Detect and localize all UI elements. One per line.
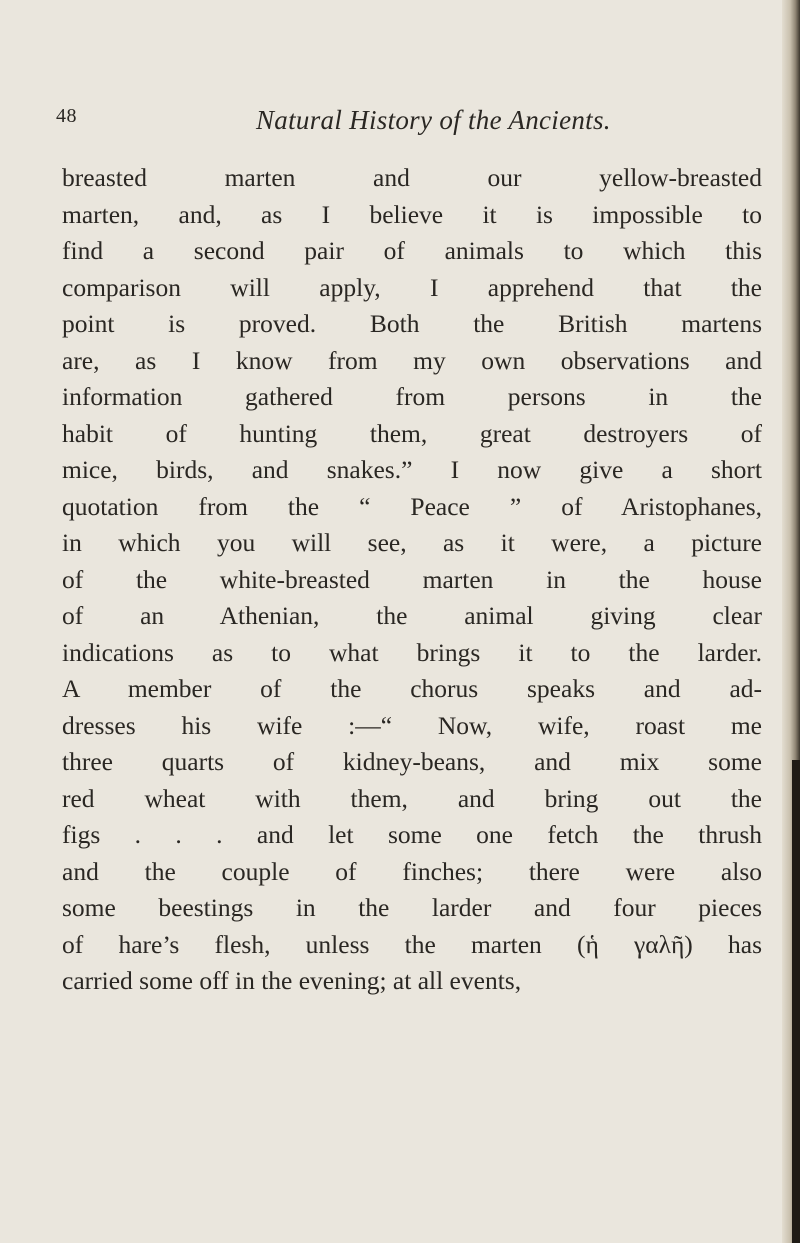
text-line: information gathered from persons in the [62,382,762,411]
text-line: mice, birds, and snakes.” I now give a short [62,455,762,484]
text-line: dresses his wife :—“ Now, wife, roast me [62,710,762,740]
text-line: comparison will apply, I apprehend that the [62,272,762,302]
text-line: carried some off in the evening; at all events, [62,966,522,995]
text-line: find a second pair of animals to which this [62,236,762,265]
text-line: indications as to what brings it to the larder. [62,637,762,667]
text-line: of the white-breasted marten in the house [62,564,762,594]
text-line: of hare’s flesh, unless the marten (ἡ γαλῆ) has [62,929,762,959]
text-line: and the couple of finches; there were also [62,856,762,886]
text-line: habit of hunting them, great destroyers of [62,418,762,448]
text-line: quotation from the “ Peace ” of Aristophanes, [62,491,762,521]
text-line: red wheat with them, and bring out the [62,783,762,813]
text-line: some beestings in the larder and four pieces [62,893,762,922]
running-title: Natural History of the Ancients. [256,105,611,135]
text-line: in which you will see, as it were, a picture [62,528,762,557]
page-header [56,105,656,145]
text-line: are, as I know from my own observations and [62,345,762,375]
text-line: figs . . . and let some one fetch the thrush [62,820,762,849]
text-line: three quarts of kidney-beans, and mix some [62,747,762,776]
body-text [62,160,762,1000]
text-line: A member of the chorus speaks and ad- [62,674,762,703]
text-line: breasted marten and our yellow-breasted [62,163,762,192]
page-number: 48 [56,105,77,127]
text-line: point is proved. Both the British martens [62,309,762,338]
text-line: of an Athenian, the animal giving clear [62,601,762,630]
text-line: marten, and, as I believe it is impossible to [62,199,762,229]
page-edge-dark [792,760,800,1243]
